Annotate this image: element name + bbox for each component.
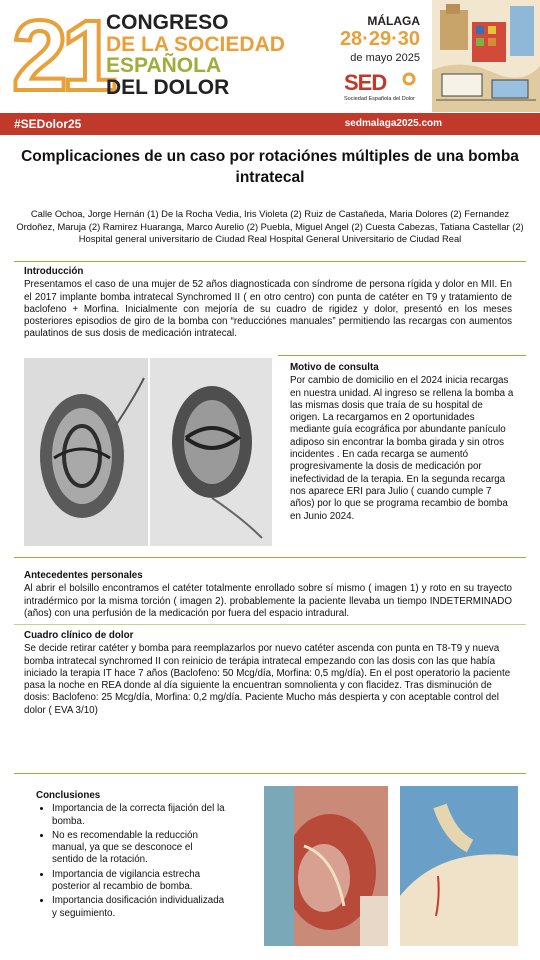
divider: [278, 355, 526, 356]
list-item: • Importancia de vigilancia estrecha posterior al recambio de bomba.: [52, 869, 226, 894]
divider: [14, 557, 526, 558]
section-heading: Motivo de consulta: [290, 362, 379, 373]
sed-logo-mark-icon: [402, 72, 416, 88]
section-heading: Antecedentes personales: [24, 570, 143, 581]
list-item: • No es recomendable la reducción manual, ya que se desconoce el sentido de la rotación.: [52, 830, 226, 867]
congress-website[interactable]: sedmalaga2025.com: [344, 118, 442, 129]
congress-line-3: ESPAÑOLA: [106, 54, 222, 77]
poster-authors: Calle Ochoa, Jorge Hernán (1) De la Rocha Vedia, Iris Violeta (2) Ruiz de Castañeda, Maria Dolores (2) Fernandez Ordoñez, Maruja (2) Ramirez Huaranga, Marco Aurelio (2) Puebla, Miguel Angel (2) Cuesta Cabezas, Tatiana Castellar (2) Hospital general universitario de Ciudad Real Hospital General Universitario de Ciudad Real: [16, 208, 524, 244]
poster-title: Complicaciones de un caso por rotaciónes múltiples de una bomba intratecal: [21, 148, 519, 186]
divider: [14, 261, 526, 262]
section-text: Se decide retirar catéter y bomba para reemplazarlos por nuevo catéter ascenda con punta en T8-T9 y nueva bomba intratecal synchromed II con reinicio de terápia intratecal empezando con las dosis con las que había iniciado la terapia IT hace 7 años (Baclofeno: 50 Mcg/día, Morfina: 0,5 mg/día). En el post operatorio la paciente pasa la noche en REA donde al día siguiente la encuentran somnolienta y con flacidez. Tras disminución de dosis: Baclofeno: 25 Mcg/día, Morfina: 0,2 mg/día. Paciente Mucho más despierta y con aceptable control del dolor ( EVA 3/10): [24, 643, 511, 716]
list-item: • Importancia de la correcta fijación del la bomba.: [52, 803, 226, 828]
congress-hashtag: #SEDolor25: [14, 117, 82, 131]
section-text: Al abrir el bolsillo encontramos el catéter totalmente enrollado sobre sí mismo ( imagen 1) y roto en su trayecto intradérmico por la misma torción ( imagen 2). probablemente la paciente llevaba un tiempo INDETERMINADO (años) con una perfusión de la medicación por fuera del espacio intradural.: [24, 583, 512, 619]
section-text: Presentamos el caso de una mujer de 52 años diagnosticada con síndrome de persona rígida y dolor en MII. En el 2017 implante bomba intratecal Synchromed II ( en otro centro) con punta de catéter en T9 y tratamiento de baclofeno + Morfina. Inicialmente con mejoría de su cuadro de rigidez y dolor, presentó en los meses posteriores episodios de giro de la bomba con “reducciónes manuales” permitiendo las recargas con aumentos paulatinos de sus dosis de medicación intratecal.: [24, 279, 512, 340]
sed-logo: [344, 70, 424, 106]
surgical-photo-2: [400, 786, 518, 946]
congress-dates: 28·29·30: [339, 28, 420, 50]
section-heading: Introducción: [24, 266, 84, 277]
list-item: • Importancia dosificación individualizada y seguimiento.: [52, 895, 226, 920]
section-heading: Cuadro clínico de dolor: [24, 630, 134, 641]
section-conclusiones: [36, 790, 226, 922]
congress-line-2: DE LA SOCIEDAD: [106, 32, 285, 56]
malaga-illustration: [432, 0, 540, 112]
congress-header: [0, 0, 540, 112]
section-heading: Conclusiones: [36, 790, 101, 801]
xray-image-2: [150, 358, 272, 546]
conclusions-list: [36, 803, 226, 920]
section-antecedentes: [24, 570, 512, 620]
xray-image-1: [24, 358, 148, 546]
section-motivo-consulta: [290, 362, 514, 523]
section-cuadro-clinico: [24, 630, 512, 717]
section-text: Por cambio de domicilio en el 2024 inicia recargas en nuestra unidad. Al ingreso se rellena la bomba a las mismas dosis que traía de su hospital de origen. La recargamos en 2 oportunidades mediante guía ecográfica por abundante panículo adiposo sin encontrar la bomba girada y sin otros incidentes . En cada recarga se aumentó progresivamente la dosis de medicación por inefectividad de la terapia. En la segunda recarga nos aparece ERI para Julio ( cuando cumple 7 años) por lo que se programa recambio de bomba en Junio 2024.: [290, 375, 514, 522]
divider: [14, 773, 526, 774]
congress-month: de mayo 2025: [350, 52, 420, 64]
surgical-photo-1: [264, 786, 388, 946]
sed-logo-subtitle: Sociedad Española del Dolor: [344, 96, 415, 102]
congress-banner: [0, 113, 540, 135]
sed-logo-text: SED: [344, 70, 387, 95]
section-introduccion: [24, 266, 512, 341]
congress-city: MÁLAGA: [367, 14, 420, 28]
congress-line-4: DEL DOLOR: [106, 75, 230, 99]
divider: [14, 624, 526, 625]
congress-line-1: CONGRESO: [106, 11, 229, 34]
congress-name: [106, 12, 285, 98]
edition-number: 21: [12, 0, 112, 112]
